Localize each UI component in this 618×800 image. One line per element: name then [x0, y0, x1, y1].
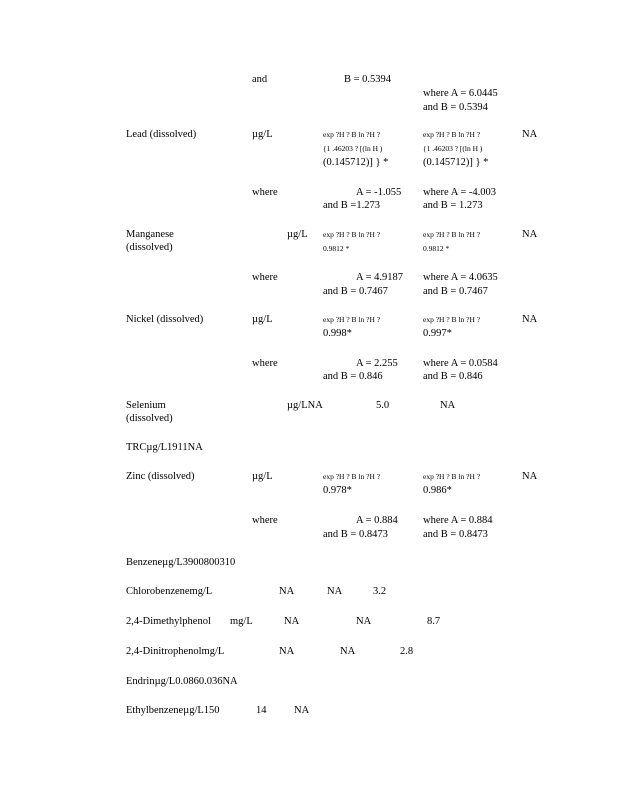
dimethylphenol-unit: mg/L [230, 616, 253, 627]
a-value-right: where A = 6.0445 [423, 88, 498, 99]
ethylbenzene-value-2: NA [294, 705, 310, 716]
b-value-right: and B = 0.5394 [423, 102, 488, 113]
lead-formula-right-2: {1 .46203 ? [(ln H ) [423, 144, 483, 153]
zinc-b-right: and B = 0.8473 [423, 529, 488, 540]
nickel-formula-mid-2: 0.998* [323, 328, 352, 339]
lead-formula-right-1: exp ?H ? B ln ?H ? [423, 130, 481, 139]
selenium-value-2: NA [440, 400, 456, 411]
nickel-a-right: where A = 0.0584 [423, 358, 498, 369]
dinitrophenol-name: 2,4-Dinitrophenolmg/L [126, 646, 225, 657]
lead-a-right: where A = -4.003 [423, 187, 496, 198]
chlorobenzene-value-1: NA [279, 586, 295, 597]
lead-b-right: and B = 1.273 [423, 200, 483, 211]
dinitrophenol-value-3: 2.8 [400, 646, 414, 657]
nickel-na: NA [522, 314, 538, 325]
manganese-formula-mid-1: exp ?H ? B ln ?H ? [323, 230, 381, 239]
b-value-mid: B = 0.5394 [344, 74, 392, 85]
lead-formula-mid-3: (0.145712)] } * [323, 157, 389, 168]
lead-formula-mid-1: exp ?H ? B ln ?H ? [323, 130, 381, 139]
dinitrophenol-value-1: NA [279, 646, 295, 657]
lead-formula-mid-2: {1 .46203 ? [(ln H ) [323, 144, 383, 153]
manganese-formula-right-1: exp ?H ? B ln ?H ? [423, 230, 481, 239]
zinc-a-mid: A = 0.884 [356, 515, 398, 526]
chlorobenzene-value-2: NA [327, 586, 343, 597]
trc-row: TRCµg/L1911NA [126, 442, 203, 453]
and-label: and [252, 74, 268, 85]
dimethylphenol-name: 2,4-Dimethylphenol [126, 616, 211, 627]
ethylbenzene-name: Ethylbenzeneµg/L150 [126, 705, 220, 716]
lead-unit: µg/L [252, 129, 273, 140]
zinc-name: Zinc (dissolved) [126, 471, 195, 482]
nickel-formula-right-2: 0.997* [423, 328, 452, 339]
dimethylphenol-value-1: NA [284, 616, 300, 627]
manganese-a-mid: A = 4.9187 [356, 272, 404, 283]
zinc-na: NA [522, 471, 538, 482]
dimethylphenol-value-2: NA [356, 616, 372, 627]
zinc-formula-right-1: exp ?H ? B ln ?H ? [423, 472, 481, 481]
zinc-unit: µg/L [252, 471, 273, 482]
nickel-b-mid: and B = 0.846 [323, 371, 383, 382]
nickel-b-right: and B = 0.846 [423, 371, 483, 382]
zinc-formula-right-2: 0.986* [423, 485, 452, 496]
dinitrophenol-value-2: NA [340, 646, 356, 657]
lead-name: Lead (dissolved) [126, 129, 197, 140]
zinc-b-mid: and B = 0.8473 [323, 529, 388, 540]
selenium-name-1: Selenium [126, 400, 166, 411]
zinc-formula-mid-1: exp ?H ? B ln ?H ? [323, 472, 381, 481]
lead-where: where [252, 187, 278, 198]
nickel-where: where [252, 358, 278, 369]
lead-b-mid: and B =1.273 [323, 200, 380, 211]
zinc-where: where [252, 515, 278, 526]
manganese-formula-mid-2: 0.9812 * [323, 244, 350, 253]
manganese-a-right: where A = 4.0635 [423, 272, 498, 283]
manganese-unit: µg/L [287, 229, 308, 240]
nickel-formula-mid-1: exp ?H ? B ln ?H ? [323, 315, 381, 324]
manganese-b-mid: and B = 0.7467 [323, 286, 388, 297]
manganese-name-2: (dissolved) [126, 242, 173, 253]
endrin-row: Endrinµg/L0.0860.036NA [126, 676, 238, 687]
chlorobenzene-value-3: 3.2 [373, 586, 387, 597]
manganese-where: where [252, 272, 278, 283]
nickel-name: Nickel (dissolved) [126, 314, 204, 325]
lead-a-mid: A = -1.055 [356, 187, 402, 198]
dimethylphenol-value-3: 8.7 [427, 616, 441, 627]
zinc-formula-mid-2: 0.978* [323, 485, 352, 496]
nickel-formula-right-1: exp ?H ? B ln ?H ? [423, 315, 481, 324]
zinc-a-right: where A = 0.884 [423, 515, 493, 526]
chlorobenzene-name: Chlorobenzenemg/L [126, 586, 213, 597]
selenium-unit: µg/LNA [287, 400, 323, 411]
manganese-na: NA [522, 229, 538, 240]
manganese-formula-right-2: 0.9812 * [423, 244, 450, 253]
ethylbenzene-value-1: 14 [256, 705, 267, 716]
selenium-value-1: 5.0 [376, 400, 390, 411]
benzene-row: Benzeneµg/L3900800310 [126, 557, 236, 568]
nickel-unit: µg/L [252, 314, 273, 325]
lead-na: NA [522, 129, 538, 140]
lead-formula-right-3: (0.145712)] } * [423, 157, 489, 168]
manganese-b-right: and B = 0.7467 [423, 286, 488, 297]
manganese-name-1: Manganese [126, 229, 174, 240]
nickel-a-mid: A = 2.255 [356, 358, 398, 369]
selenium-name-2: (dissolved) [126, 413, 173, 424]
